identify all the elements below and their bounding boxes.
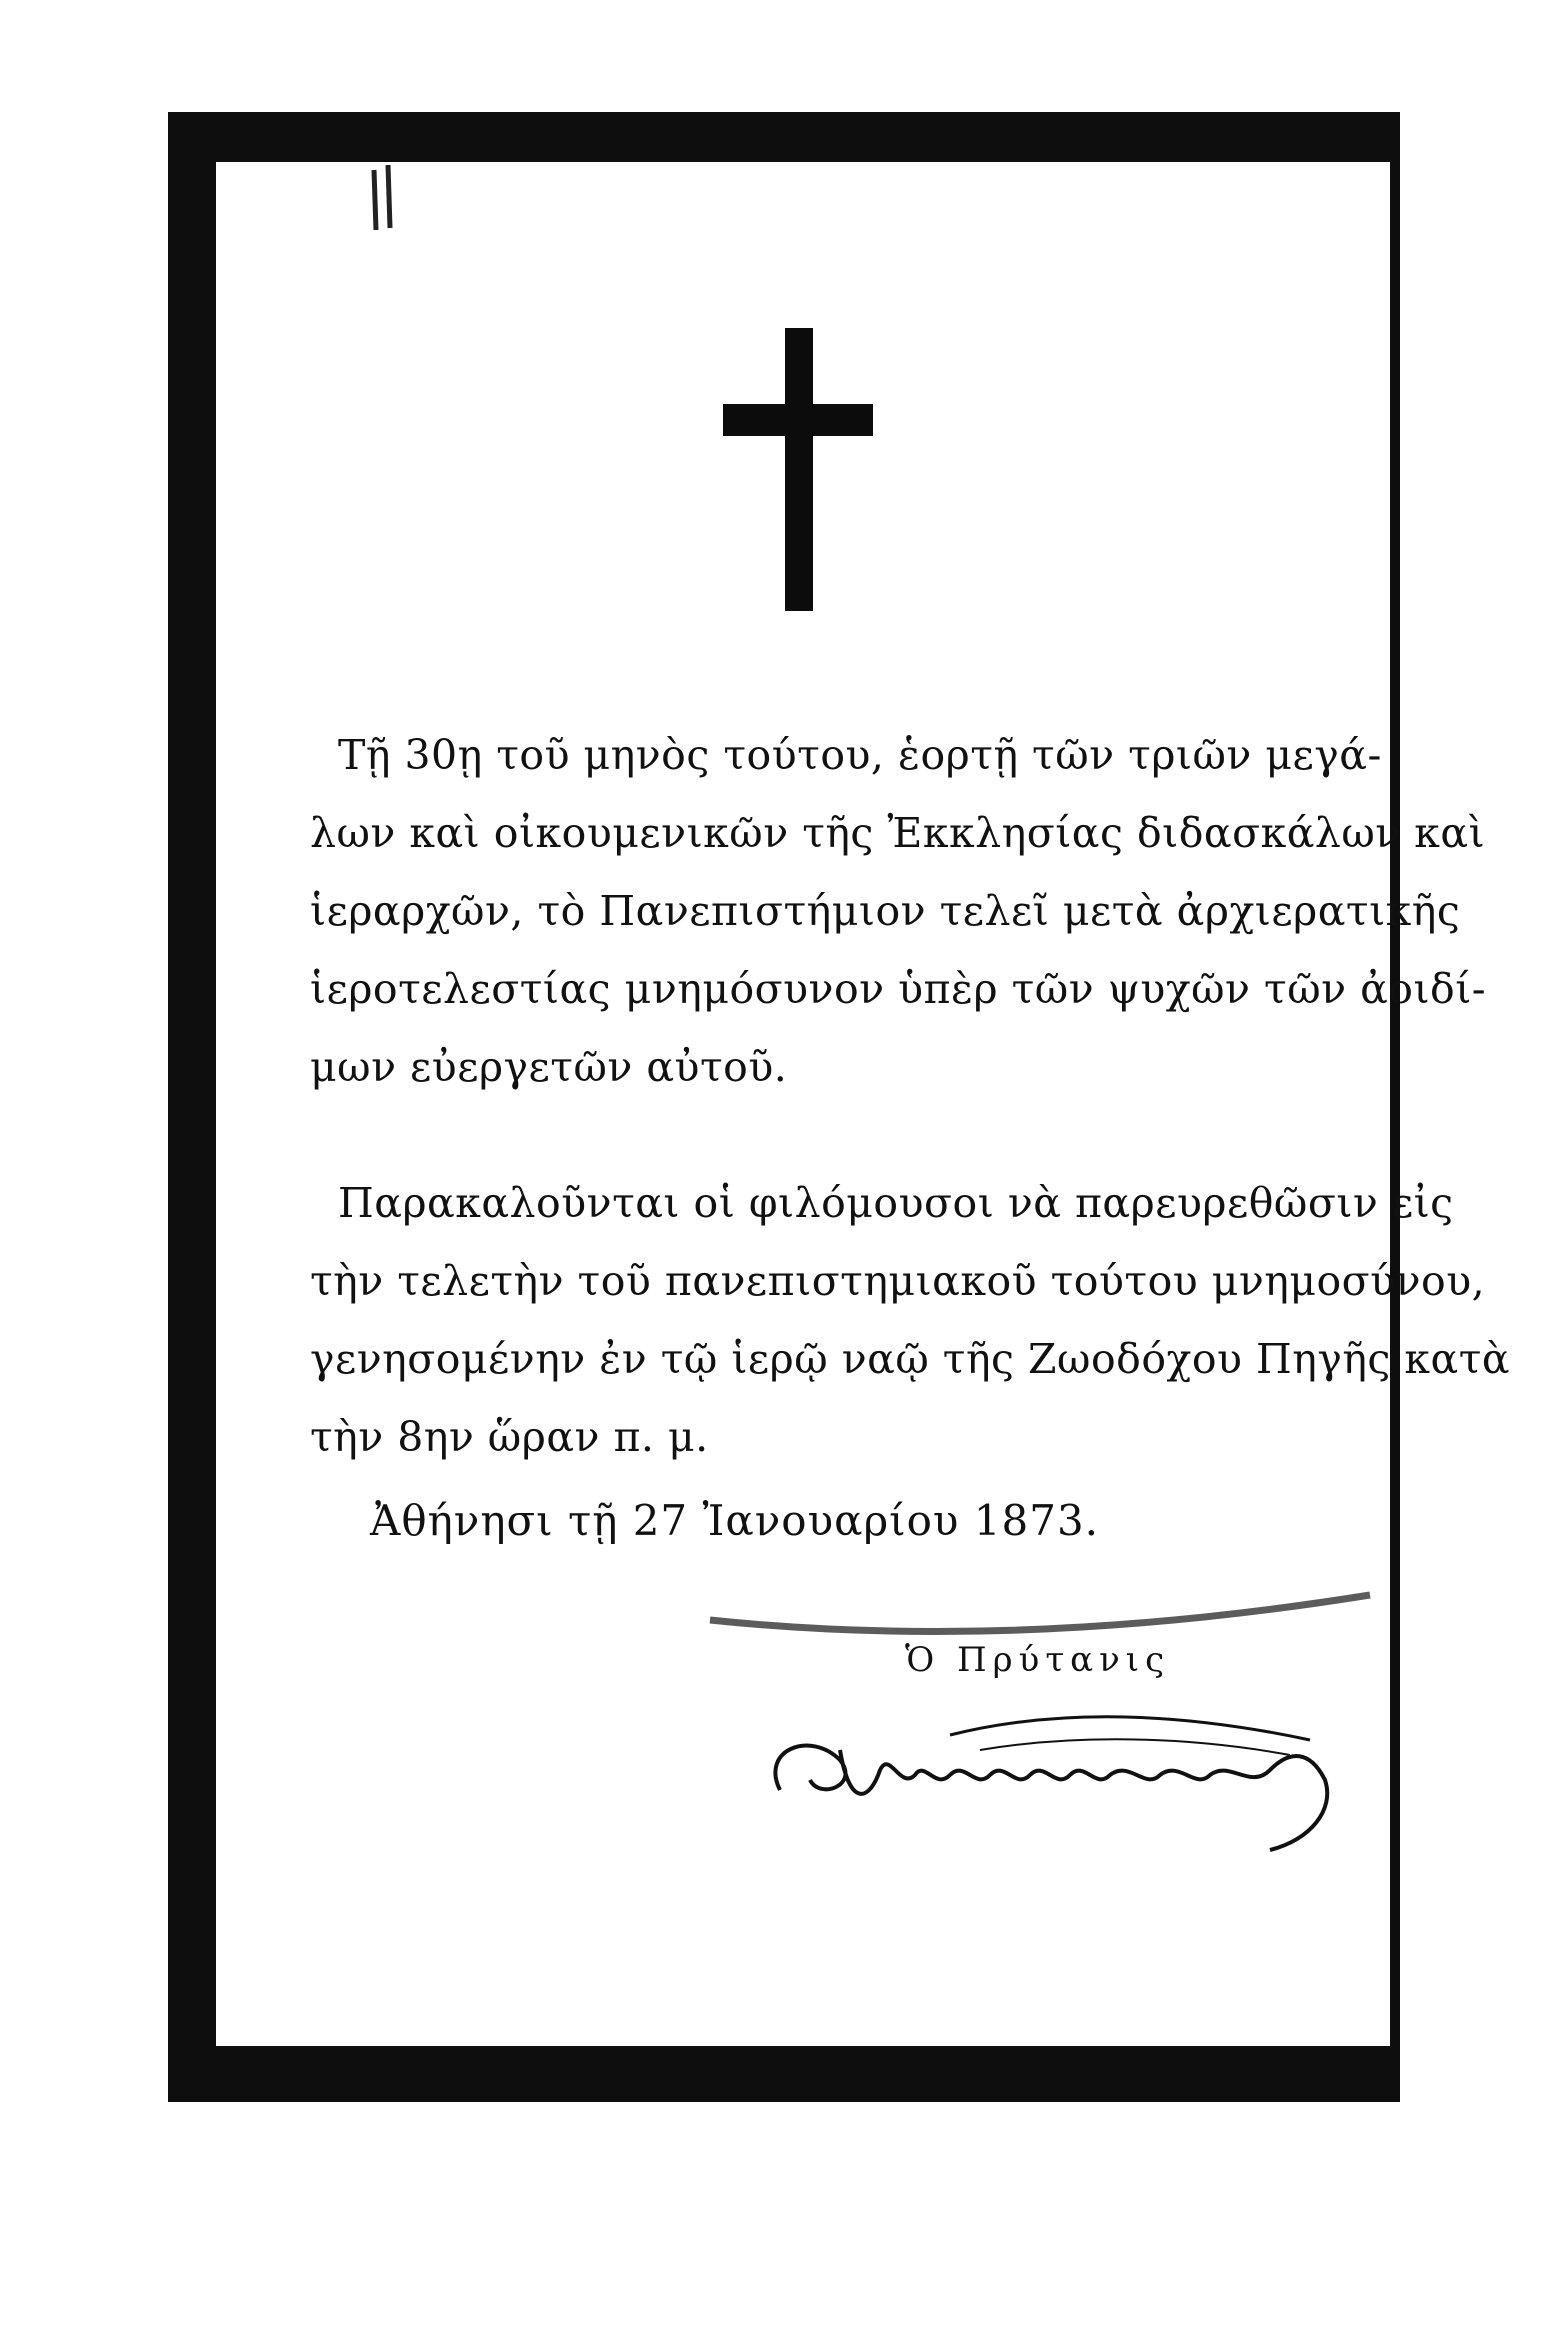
- stray-ink-mark: [366, 150, 406, 250]
- text-line: τὴν τελετὴν τοῦ πανεπιστημιακοῦ τούτου μνημοσύνου,: [310, 1257, 1486, 1305]
- date-line: Ἀθήνησι τῇ 27 Ἰανουαρίου 1873.: [370, 1496, 1100, 1545]
- text-line: γενησομένην ἐν τῷ ἱερῷ ναῷ τῆς Ζωοδόχου Πηγῆς κατὰ: [310, 1335, 1511, 1383]
- text-line: λων καὶ οἰκουμενικῶν τῆς Ἐκκλησίας διδασκάλων καὶ: [310, 809, 1486, 857]
- text-line: Παρακαλοῦνται οἱ φιλόμουσοι νὰ παρευρεθῶσιν εἰς: [338, 1179, 1454, 1227]
- paragraph-announcement: [310, 716, 1487, 1106]
- signatory-title: Ὁ Πρύτανις: [905, 1640, 1171, 1680]
- text-line: ἱεραρχῶν, τὸ Πανεπιστήμιον τελεῖ μετὰ ἀρχιερατικῆς: [310, 887, 1461, 935]
- rector-signature: [750, 1690, 1350, 1860]
- text-line: Τῇ 30ῃ τοῦ μηνὸς τούτου, ἑορτῇ τῶν τριῶν μεγά-: [338, 731, 1382, 779]
- paragraph-invitation: [310, 1164, 1511, 1476]
- text-line: ἱεροτελεστίας μνημόσυνον ὑπὲρ τῶν ψυχῶν τῶν ἀοιδί-: [310, 965, 1487, 1013]
- text-line: μων εὐεργετῶν αὐτοῦ.: [310, 1043, 788, 1091]
- text-line: τὴν 8ην ὥραν π. μ.: [310, 1413, 709, 1461]
- cross-vertical-bar: [785, 328, 813, 611]
- cross-horizontal-bar: [723, 404, 873, 436]
